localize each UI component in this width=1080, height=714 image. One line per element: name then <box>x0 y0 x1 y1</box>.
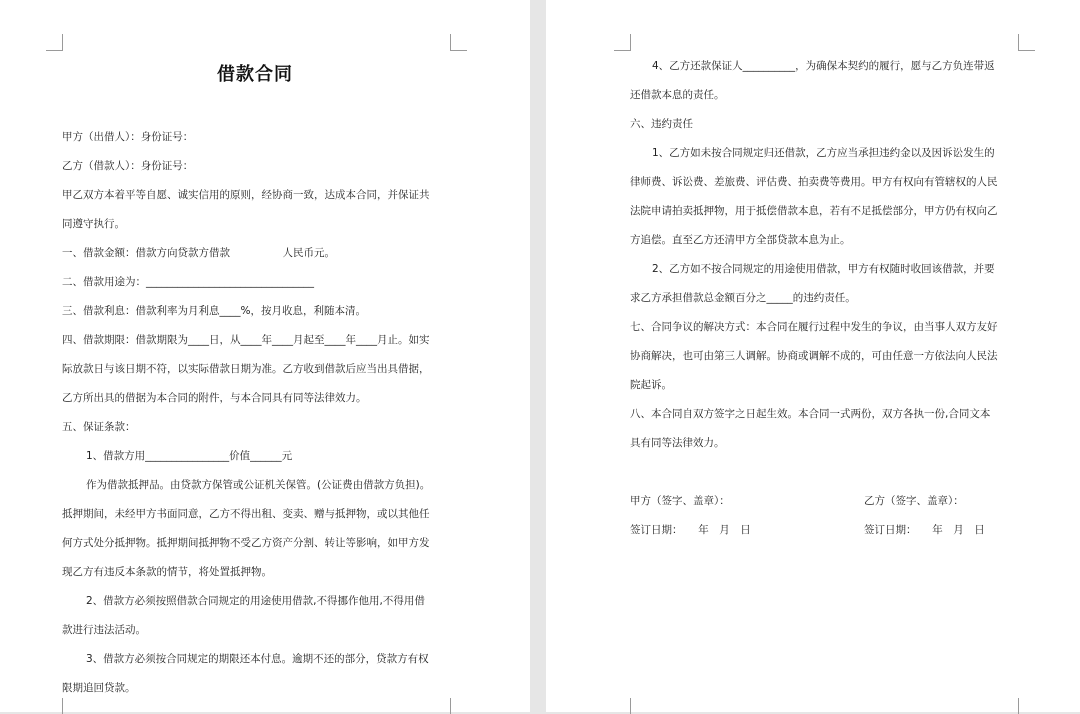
clause-dispute: 七、合同争议的解决方式：本合同在履行过程中发生的争议，由当事人双方友好 <box>630 321 998 333</box>
document-title: 借款合同 <box>217 64 293 85</box>
clause-effect-line: 具有同等法律效力。 <box>630 437 725 449</box>
party-a-line: 甲方（出借人）：身份证号： <box>62 131 194 143</box>
breach-item-1: 1、乙方如未按合同规定归还借款，乙方应当承担违约金以及因诉讼发生的 <box>652 147 995 159</box>
guarantee-item-1-line: 抵押期间，未经甲方书面同意，乙方不得出租、变卖、赠与抵押物，或以其他任 <box>62 508 430 520</box>
preamble-line: 甲乙双方本着平等自愿、诚实信用的原则，经协商一致，达成本合同，并保证共 <box>62 189 430 201</box>
guarantee-item-3-line: 限期追回贷款。 <box>62 682 136 694</box>
clause-dispute-line: 协商解决，也可由第三人调解。协商或调解不成的，可由任意一方依法向人民法 <box>630 350 998 362</box>
clause-term-line: 际放款日与该日期不符，以实际借款日期为准。乙方收到借款后应当出具借据， <box>62 363 430 375</box>
clause-interest: 三、借款利息：借款利率为月利息____%，按月收息，利随本清。 <box>62 305 366 317</box>
guarantee-item-2: 2、借款方必须按照借款合同规定的用途使用借款,不得挪作他用,不得用借 <box>86 595 425 607</box>
guarantee-item-3: 3、借款方必须按合同规定的期限还本付息。逾期不还的部分，贷款方有权 <box>86 653 429 665</box>
guarantee-item-2-line: 款进行违法活动。 <box>62 624 146 636</box>
breach-item-1-line: 方追偿。直至乙方还清甲方全部贷款本息为止。 <box>630 234 851 246</box>
guarantee-item-1-line: 现乙方有违反本条款的情节，将处置抵押物。 <box>62 566 272 578</box>
margin-mark-top-right <box>450 34 467 51</box>
guarantee-item-1: 1、借款方用________________价值______元 <box>86 450 293 462</box>
contract-page-1 <box>0 0 530 712</box>
breach-item-2: 2、乙方如不按合同规定的用途使用借款，甲方有权随时收回该借款，并要 <box>652 263 995 275</box>
clause-effect: 八、本合同自双方签字之日起生效。本合同一式两份，双方各执一份,合同文本 <box>630 408 991 420</box>
margin-mark-top-right <box>1018 34 1035 51</box>
contract-page-2 <box>546 0 1080 712</box>
party-b-line: 乙方（借款人）：身份证号： <box>62 160 194 172</box>
guarantee-item-4: 4、乙方还款保证人__________，为确保本契约的履行，愿与乙方负连带返 <box>652 60 995 72</box>
guarantee-item-4-line: 还借款本息的责任。 <box>630 89 725 101</box>
guarantee-item-1-line: 作为借款抵押品。由贷款方保管或公证机关保管。(公证费由借款方负担)。 <box>86 479 431 491</box>
breach-item-1-line: 律师费、诉讼费、差旅费、评估费、拍卖费等费用。甲方有权向有管辖权的人民 <box>630 176 998 188</box>
margin-mark-top-left <box>614 34 631 51</box>
guarantee-item-1-line: 何方式处分抵押物。抵押期间抵押物不受乙方资产分割、转让等影响，如甲方发 <box>62 537 430 549</box>
preamble-line: 同遵守执行。 <box>62 218 125 230</box>
breach-item-1-line: 法院申请拍卖抵押物，用于抵偿借款本息，若有不足抵偿部分，甲方仍有权向乙 <box>630 205 998 217</box>
party-b-sign-date: 签订日期： 年 月 日 <box>864 524 985 536</box>
margin-mark-top-left <box>46 34 63 51</box>
clause-guarantee-heading: 五、保证条款： <box>62 421 136 433</box>
party-a-signature: 甲方（签字、盖章）： <box>630 495 730 507</box>
party-b-signature: 乙方（签字、盖章）： <box>864 495 964 507</box>
clause-term-line: 乙方所出具的借据为本合同的附件，与本合同具有同等法律效力。 <box>62 392 367 404</box>
clause-amount: 一、借款金额：借款方向贷款方借款 人民币元。 <box>62 247 335 259</box>
clause-breach-heading: 六、违约责任 <box>630 118 693 130</box>
party-a-sign-date: 签订日期： 年 月 日 <box>630 524 751 536</box>
clause-dispute-line: 院起诉。 <box>630 379 672 391</box>
clause-term: 四、借款期限：借款期限为____日，从____年____月起至____年____月止。如实 <box>62 334 430 346</box>
breach-item-2-line: 求乙方承担借款总金额百分之_____的违约责任。 <box>630 292 856 304</box>
clause-purpose: 二、借款用途为：________________________________ <box>62 276 314 288</box>
